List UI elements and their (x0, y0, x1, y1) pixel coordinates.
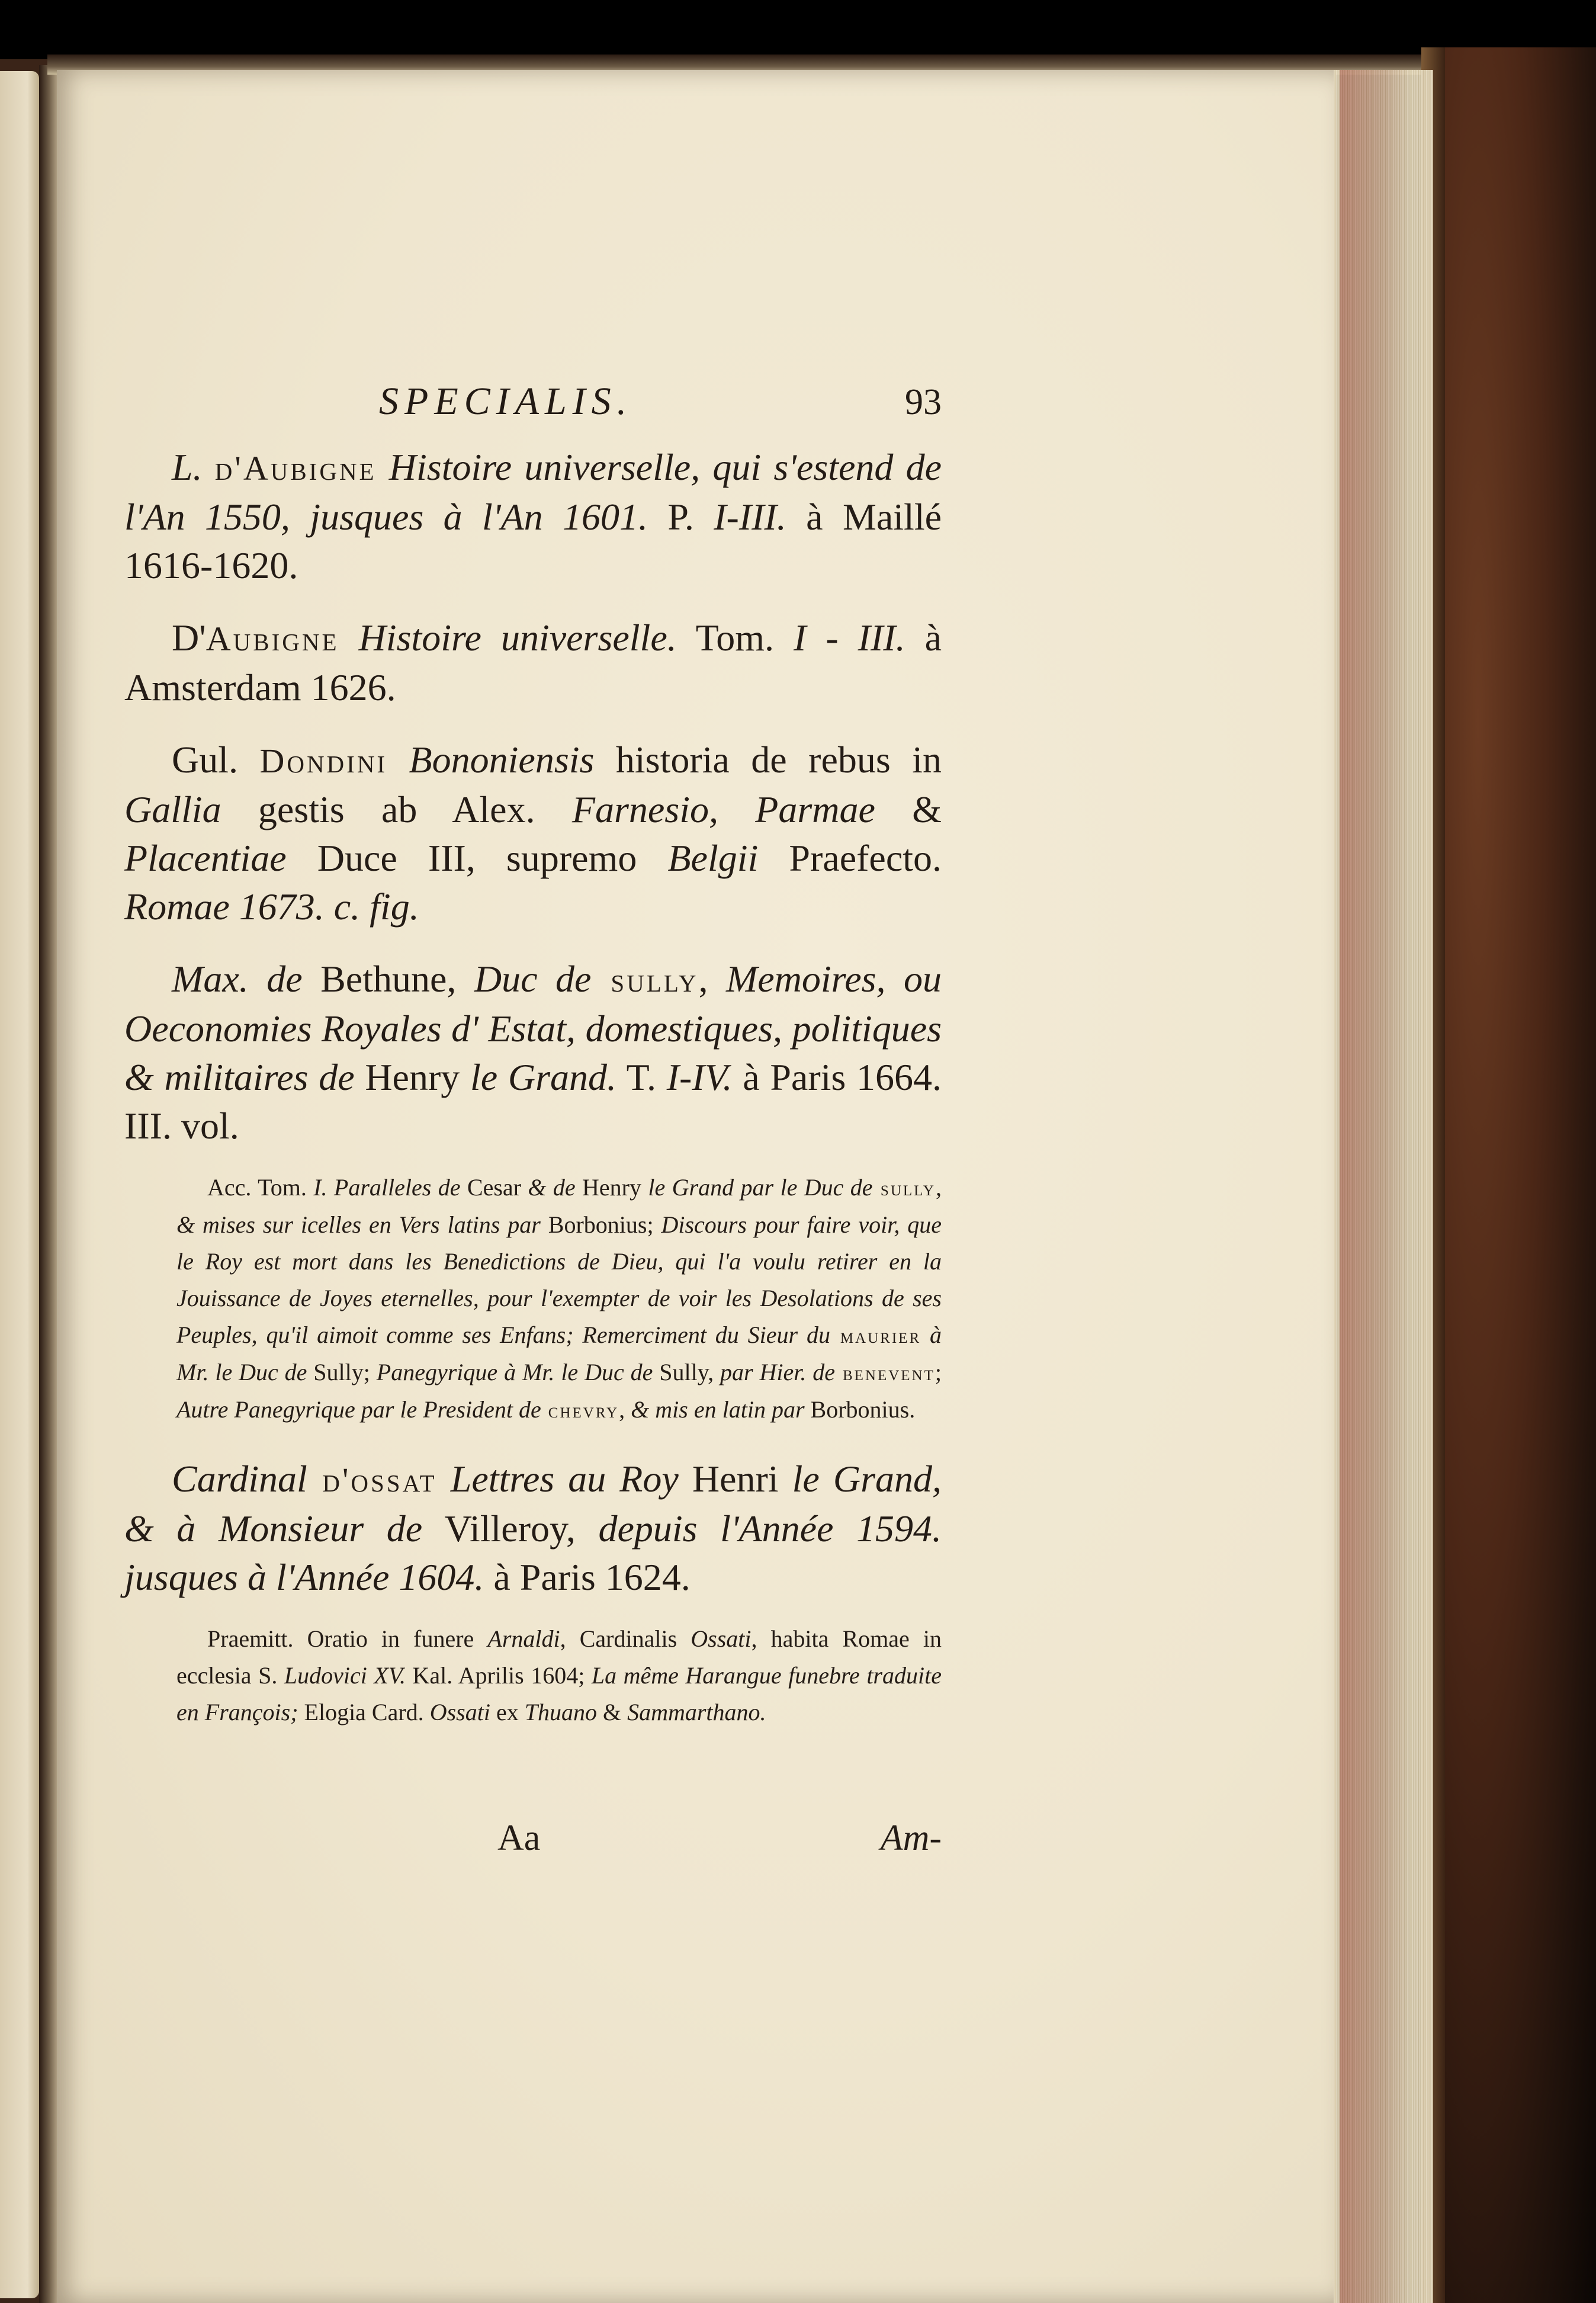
text-run: Sully, (653, 1359, 721, 1385)
text-run: d'ossat (307, 1461, 437, 1499)
text-run: ex (490, 1699, 525, 1725)
text-run: maurier (830, 1324, 921, 1348)
text-run: Sammarthano. (627, 1699, 766, 1725)
text-run: Henry (354, 1056, 470, 1098)
text-run: gestis ab Alex. (221, 788, 572, 830)
text-run: Bononiensis (387, 739, 595, 781)
text-run: sully (872, 1176, 936, 1200)
text-run: & de (528, 1174, 576, 1201)
text-run: Gul. (172, 739, 260, 781)
text-run: & (875, 788, 942, 830)
entry-sully (124, 955, 942, 1150)
text-run: I - III. (794, 617, 905, 659)
text-run: T. (616, 1056, 667, 1098)
text-run: d'Aubigne (214, 449, 377, 487)
text-run: Aubigne (205, 620, 339, 658)
page-number: 93 (905, 382, 942, 422)
text-run: Dondini (259, 742, 388, 780)
text-run: & mis en latin par (631, 1396, 805, 1423)
text-run: Panegyrique à Mr. le Duc de (376, 1359, 653, 1385)
text-run: par Hier. de (720, 1359, 836, 1385)
text-run: à Paris 1664. III. vol. (124, 1056, 942, 1147)
text-run: Ossati (429, 1699, 490, 1725)
entries (124, 443, 942, 1757)
text-run: Memoires, ou Oeconomies Royales d' Estat, domestiques, politiques & militaires de (124, 958, 942, 1098)
note-ossat-praemitt (176, 1621, 942, 1731)
text-run: à Maillé 1616-1620. (124, 496, 942, 586)
text-run: Praemitt. Oratio in funere (207, 1625, 488, 1652)
entry-ossat (124, 1455, 942, 1602)
text-run: chevry (541, 1399, 619, 1422)
text-run: Max. de (172, 958, 303, 1000)
text-run: Duce III, supremo (286, 837, 668, 879)
text-run: Cardinal (172, 1458, 307, 1500)
running-head (124, 379, 942, 434)
text-run: le Grand par le Duc de (648, 1174, 873, 1201)
text-run: Elogia Card. (298, 1699, 430, 1725)
text-run: Kal. Aprilis 1604; (406, 1662, 592, 1689)
running-head-title: SPECIALIS. (379, 380, 633, 423)
text-run: Henri (678, 1458, 792, 1500)
text-run: Arnaldi (487, 1625, 560, 1652)
text-run: L. (172, 446, 215, 488)
text-run (921, 1322, 930, 1348)
text-run: & (596, 1699, 628, 1725)
text-run: Belgii (667, 837, 759, 879)
text-run: , (935, 1174, 942, 1201)
text-run: Farnesio, Parmae (571, 788, 875, 830)
text-run: benevent (835, 1361, 935, 1385)
text-run: à Paris 1624. (484, 1556, 691, 1598)
text-run: Villeroy, (422, 1507, 599, 1550)
entry-aubigne-1 (124, 443, 942, 590)
text-run: Cesar (460, 1174, 528, 1201)
text-run: P. (647, 496, 714, 538)
text-run: Duc de (474, 958, 592, 1000)
text-run: Ossati (691, 1625, 752, 1652)
text-run: sully (591, 961, 699, 999)
note-sully-accessions (176, 1169, 942, 1429)
text-run: Borbonius; (540, 1211, 661, 1238)
text-run: à Mr. le Duc de (176, 1322, 942, 1385)
text-run: Borbonius. (804, 1396, 916, 1423)
catchword: Am- (880, 1818, 942, 1858)
text-run: D' (172, 617, 206, 659)
text-run: La même Harangue funebre traduite en François; (176, 1662, 942, 1725)
text-run: , (619, 1396, 631, 1423)
text-run: I-IV. (666, 1056, 733, 1098)
text-run: historia de rebus in (594, 739, 942, 781)
text-run: Autre Panegyrique par le President de (176, 1396, 541, 1423)
text-run: , Cardinalis (560, 1625, 691, 1652)
text-run: Gallia (124, 788, 221, 830)
text-run: I. Paralleles de (313, 1174, 461, 1201)
text-run: I-III. (714, 496, 786, 538)
text-run: Acc. Tom. (207, 1174, 314, 1201)
text-run: Praefecto. (758, 837, 942, 879)
entry-dondini (124, 736, 942, 931)
text-run: à Amsterdam 1626. (124, 617, 942, 708)
text-run: Discours pour faire voir, que le Roy est mort dans les Benedictions de Dieu, qui l'a voulu retirer en la Jouissance de Joyes eternelles, pour l'exempter de voir les Desolations de ses Peuples, qu'il aimoit comme ses Enfans; Remerciment du Sieur du (176, 1211, 942, 1348)
text-run: Histoire universelle. (339, 617, 677, 659)
text-run: Lettres au Roy (436, 1458, 679, 1500)
text-run: le Grand. (470, 1056, 617, 1098)
text-run: Placentiae (124, 837, 287, 879)
text-run: Ludovici XV. (284, 1662, 406, 1689)
text-run: Romae 1673. c. fig. (124, 886, 419, 928)
signature-line (124, 1817, 942, 1865)
text-run: , habita Romae in ecclesia S. (176, 1625, 942, 1689)
text-run: Tom. (676, 617, 794, 659)
entry-aubigne-2 (124, 614, 942, 712)
text-run: & mises sur icelles en Vers latins par (176, 1211, 541, 1238)
text-run: Henry (575, 1174, 648, 1201)
text-run: depuis l'Année 1594. jusques à l'Année 1604. (124, 1507, 942, 1598)
right-cover (1427, 47, 1596, 2303)
fore-edge-red-tint (1340, 70, 1411, 2303)
text-run: Bethune, (302, 958, 474, 1000)
text-run: le Grand, & à Monsieur de (124, 1458, 942, 1550)
text-run: ; (935, 1359, 942, 1385)
text-run: Thuano (524, 1699, 597, 1725)
left-page-edge (0, 71, 39, 2298)
text-run: Histoire universelle, qui s'estend de l'An 1550, jusques à l'An 1601. (124, 446, 942, 538)
signature-mark: Aa (497, 1818, 541, 1858)
text-run: Sully; (307, 1359, 377, 1385)
text-run: , (698, 958, 726, 1000)
